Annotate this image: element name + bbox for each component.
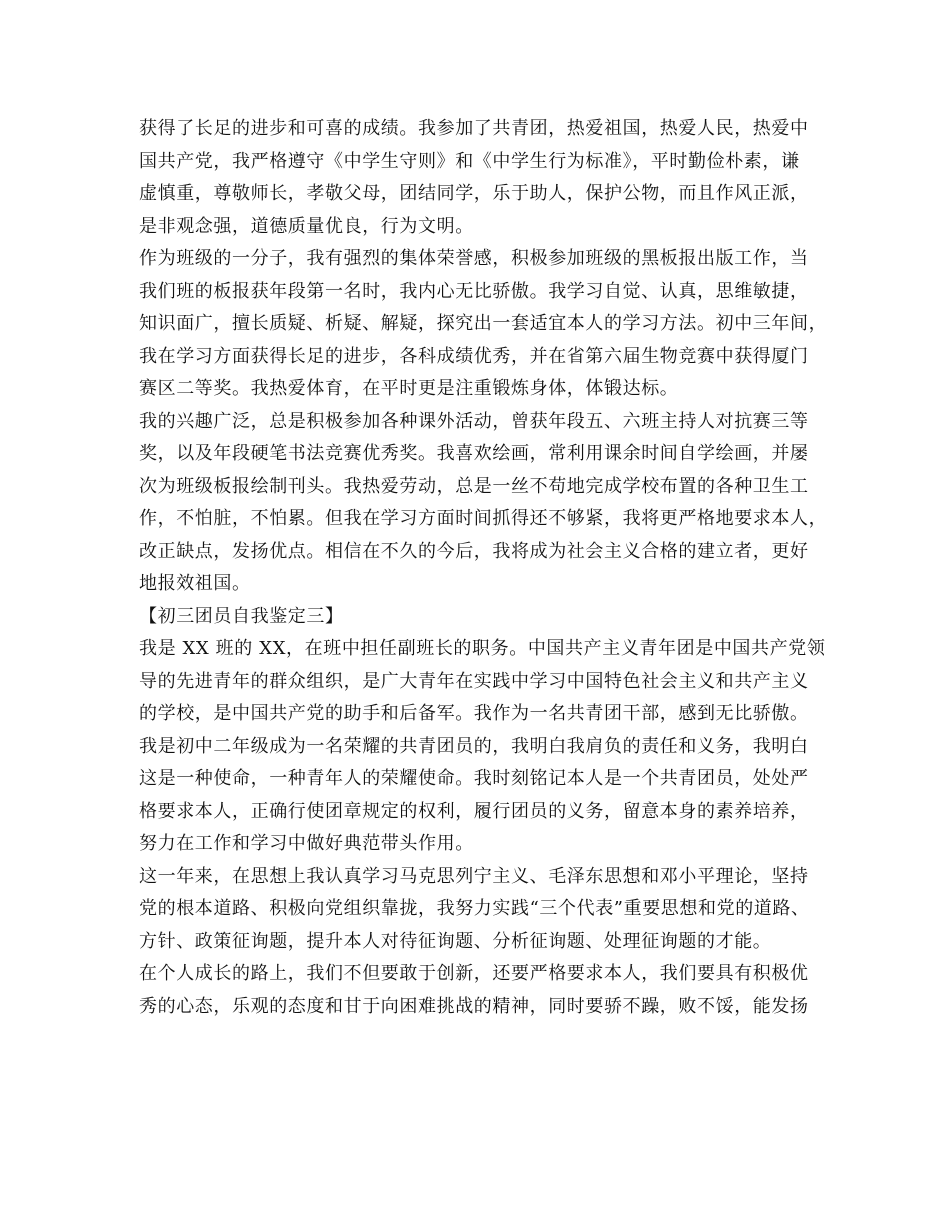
text-line: 奖，以及年段硬笔书法竞赛优秀奖。我喜欢绘画，常利用课余时间自学绘画，并屡	[139, 443, 809, 464]
text-line: 是非观念强，道德质量优良，行为文明。	[139, 215, 474, 237]
text-line: 导的先进青年的群众组织，是广大青年在实践中学习中国特色社会主义和共产主义	[139, 670, 809, 692]
text-line: 党的根本道路、积极向党组织靠拢，我努力实践“三个代表”重要思想和党的道路、	[139, 898, 810, 919]
text-line: 我在学习方面获得长足的进步，各科成绩优秀，并在省第六届生物竞赛中获得厦门	[139, 345, 809, 367]
text-line: 方针、政策征询题，提升本人对待征询题、分析征询题、处理征询题的才能。	[139, 930, 772, 952]
text-line: 这一年来，在思想上我认真学习马克思列宁主义、毛泽东思想和邓小平理论，坚持	[139, 865, 809, 887]
text-line: 作，不怕脏，不怕累。但我在学习方面时间抓得还不够紧，我将更严格地要求本人，	[139, 508, 828, 529]
text-line: 我们班的板报获年段第一名时，我内心无比骄傲。我学习自觉、认真，思维敏捷，	[139, 280, 809, 302]
section-heading: 【初三团员自我鉴定三】	[139, 605, 344, 627]
text-line: 作为班级的一分子，我有强烈的集体荣誉感，积极参加班级的黑板报出版工作，当	[139, 248, 809, 269]
text-line: 努力在工作和学习中做好典范带头作用。	[139, 833, 474, 854]
document-body	[139, 113, 829, 1023]
text-line: 改正缺点，发扬优点。相信在不久的今后，我将成为社会主义合格的建立者，更好	[139, 540, 809, 562]
text-line: 赛区二等奖。我热爱体育，在平时更是注重锻炼身体，体锻达标。	[139, 378, 679, 399]
text-line: 我是初中二年级成为一名荣耀的共青团员的，我明白我肩负的责任和义务，我明白	[139, 735, 809, 757]
text-line: 这是一种使命，一种青年人的荣耀使命。我时刻铭记本人是一个共青团员，处处严	[139, 768, 809, 789]
text-line: 我的兴趣广泛，总是积极参加各种课外活动，曾获年段五、六班主持人对抗赛三等	[139, 410, 809, 432]
text-line: 秀的心态，乐观的态度和甘于向困难挑战的精神，同时要骄不躁，败不馁，能发扬	[139, 995, 809, 1017]
text-line: 地报效祖国。	[139, 573, 251, 594]
text-line: 格要求本人，正确行使团章规定的权利，履行团员的义务，留意本身的素养培养，	[139, 800, 809, 822]
text-line: 在个人成长的路上，我们不但要敢于创新，还要严格要求本人，我们要具有积极优	[139, 963, 809, 984]
text-line: 我是 XX 班的 XX，在班中担任副班长的职务。中国共产主义青年团是中国共产党领	[139, 638, 826, 659]
text-line: 的学校，是中国共产党的助手和后备军。我作为一名共青团干部，感到无比骄傲。	[139, 703, 809, 724]
text-line: 虚慎重，尊敬师长，孝敬父母，团结同学，乐于助人，保护公物，而且作风正派，	[139, 183, 809, 204]
text-line: 国共产党，我严格遵守《中学生守则》和《中学生行为标准》，平时勤俭朴素，谦	[139, 150, 800, 172]
text-line: 获得了长足的进步和可喜的成绩。我参加了共青团，热爱祖国，热爱人民，热爱中	[139, 118, 809, 139]
text-line: 次为班级板报绘制刊头。我热爱劳动，总是一丝不苟地完成学校布置的各种卫生工	[139, 475, 809, 497]
text-line: 知识面广，擅长质疑、析疑、解疑，探究出一套适宜本人的学习方法。初中三年间，	[139, 313, 828, 334]
